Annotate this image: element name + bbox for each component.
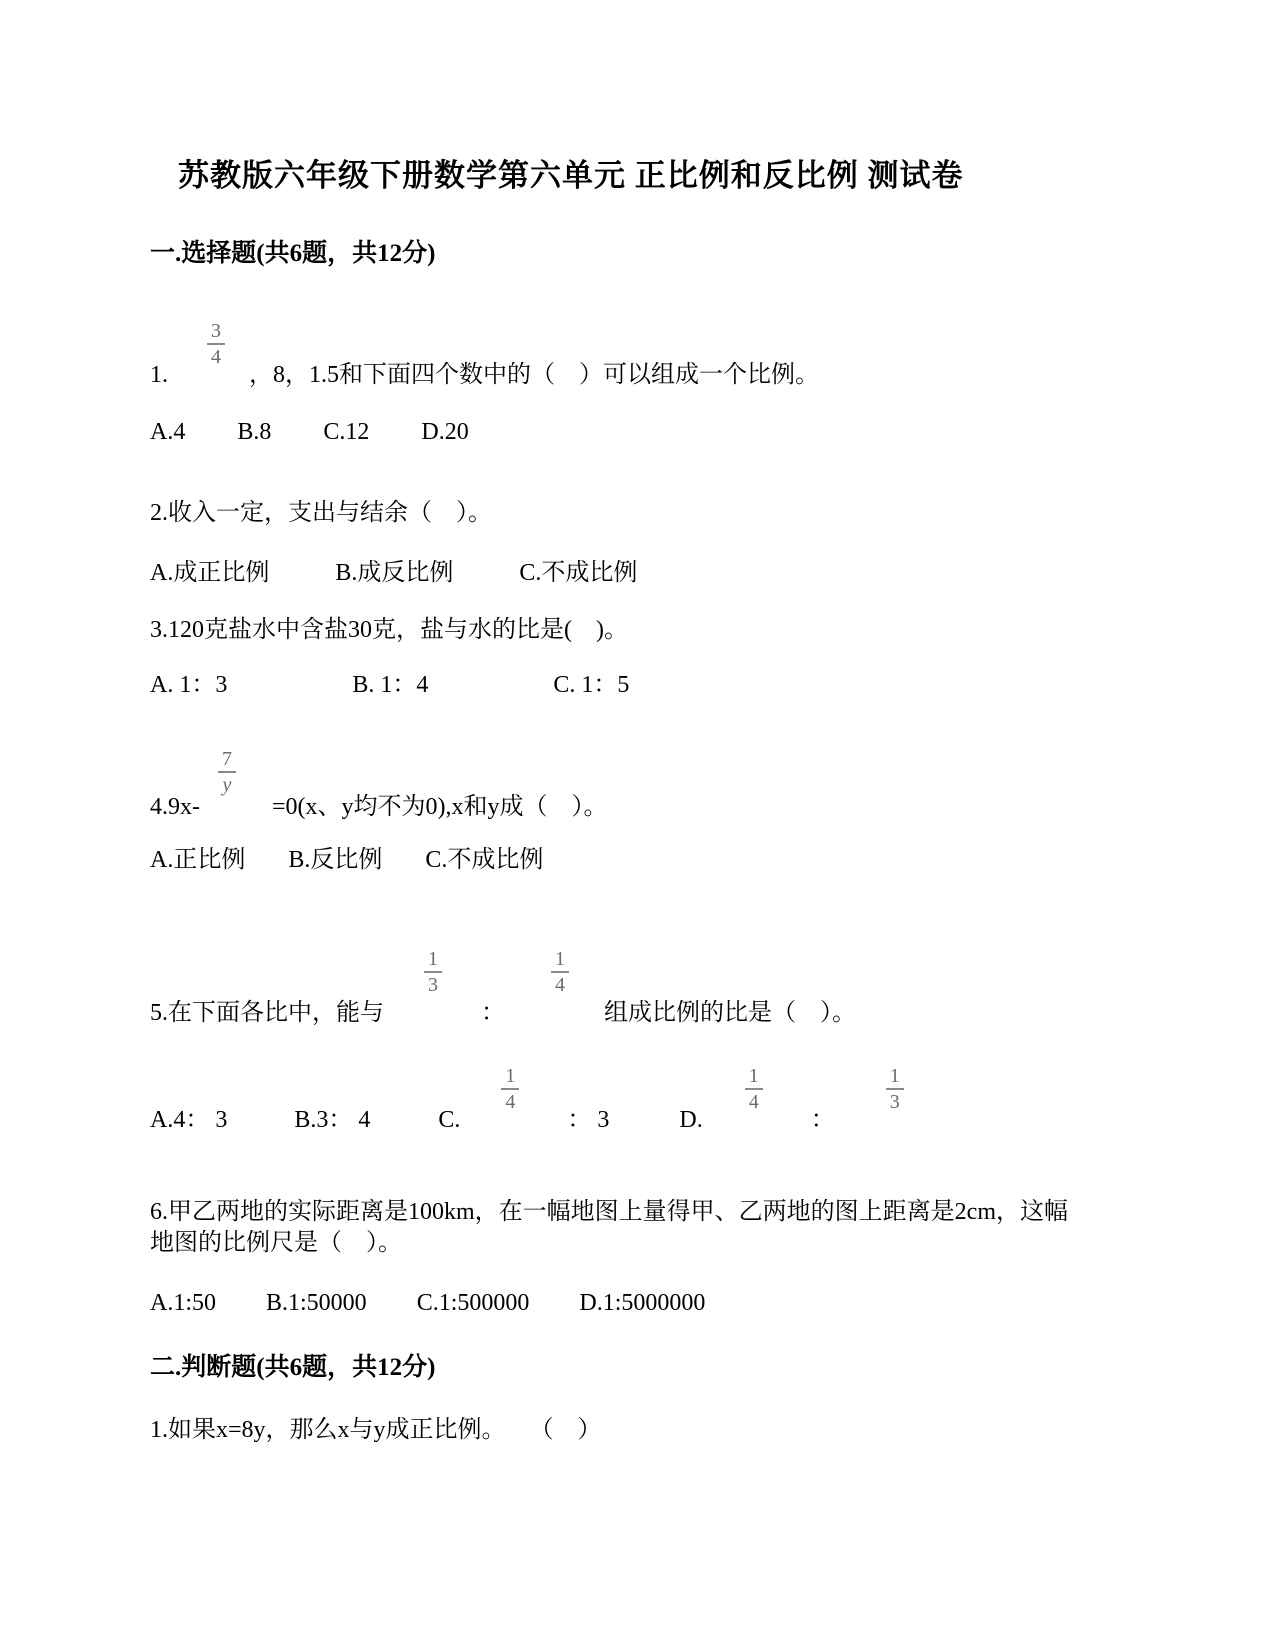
fraction-7-y: [215, 748, 239, 796]
fraction-denominator: 4: [748, 1091, 759, 1113]
ratio-colon: ：: [481, 1000, 505, 1026]
question-1: [150, 318, 819, 390]
option-c: C.不成比例: [425, 847, 544, 873]
option-c: C.不成比例: [519, 560, 638, 586]
option-a: A.4: [150, 419, 186, 445]
option-a: A.1:50: [150, 1290, 216, 1316]
option-b: B.1:50000: [266, 1290, 367, 1316]
option-a: A.正比例: [150, 847, 246, 873]
fraction-1-3: [883, 1065, 907, 1113]
fraction-numerator: 1: [501, 1065, 519, 1090]
option-b: B.3： 4: [294, 1107, 371, 1133]
section2-question-1: 1.如果x=8y，那么x与y成正比例。 （ ）: [150, 1417, 602, 1443]
question-5: [150, 948, 856, 1028]
option-c: C. 1：5: [553, 672, 630, 698]
option-b: B. 1：4: [352, 672, 429, 698]
question-2: 2.收入一定，支出与结余（ ）。: [150, 500, 492, 526]
fraction-numerator: 1: [745, 1065, 763, 1090]
page-title: 苏教版六年级下册数学第六单元 正比例和反比例 测试卷: [178, 158, 964, 193]
question-6-options: [150, 1288, 705, 1318]
option-b: B.反比例: [288, 847, 383, 873]
fraction-1-4: [742, 1065, 766, 1113]
fraction-numerator: 1: [424, 948, 442, 973]
option-c-rest: ： 3: [567, 1107, 610, 1133]
option-a: A. 1：3: [150, 672, 228, 698]
question-4: [150, 746, 608, 822]
fraction-denominator: 4: [505, 1091, 516, 1113]
fraction-3-4: [204, 320, 228, 368]
option-d: D.20: [421, 419, 469, 445]
question-3-options: [150, 670, 629, 700]
fraction-denominator: 4: [211, 346, 221, 368]
question-6-line1: 6.甲乙两地的实际距离是100km，在一幅地图上量得甲、乙两地的图上距离是2cm，这幅: [150, 1199, 1068, 1225]
fraction-denominator: 4: [555, 974, 565, 996]
fraction-numerator: 3: [207, 320, 225, 345]
option-c-label: C.: [438, 1107, 461, 1133]
fraction-numerator: 1: [886, 1065, 904, 1090]
question-5-text: 组成比例的比是（ ）。: [604, 1000, 856, 1026]
question-1-options: [150, 417, 469, 447]
question-4-options: [150, 845, 543, 875]
fraction-denominator: 3: [889, 1091, 900, 1113]
question-3: 3.120克盐水中含盐30克，盐与水的比是( )。: [150, 617, 628, 643]
option-b: B.8: [237, 419, 272, 445]
option-c: C.1:500000: [416, 1290, 530, 1316]
option-d: D.1:5000000: [579, 1290, 706, 1316]
question-5-number: 5.在下面各比中，能与: [150, 1000, 384, 1026]
question-1-text: ，8，1.5和下面四个数中的（ ）可以组成一个比例。: [249, 362, 819, 388]
question-6: [150, 1197, 1068, 1259]
option-d-label: D.: [679, 1107, 703, 1133]
section1-heading: 一.选择题(共6题，共12分): [150, 240, 436, 267]
option-a: A.4： 3: [150, 1107, 228, 1133]
question-2-options: [150, 558, 637, 588]
section2-heading: 二.判断题(共6题，共12分): [150, 1354, 436, 1381]
fraction-1-4: [498, 1065, 522, 1113]
option-a: A.成正比例: [150, 560, 270, 586]
question-4-text: =0(x、y均不为0),x和y成（ ）。: [272, 794, 608, 820]
option-c: C.12: [323, 419, 370, 445]
question-4-number: 4.9x-: [150, 794, 200, 820]
ratio-colon: ：: [810, 1107, 835, 1133]
question-6-line2: 地图的比例尺是（ ）。: [150, 1230, 402, 1256]
fraction-denominator: y: [222, 774, 232, 796]
fraction-1-4: [548, 948, 572, 996]
fraction-1-3: [421, 948, 445, 996]
fraction-numerator: 7: [218, 748, 236, 773]
option-b: B.成反比例: [335, 560, 454, 586]
fraction-denominator: 3: [428, 974, 438, 996]
question-5-options: [150, 1063, 907, 1135]
question-1-number: 1.: [150, 362, 168, 388]
fraction-numerator: 1: [551, 948, 569, 973]
